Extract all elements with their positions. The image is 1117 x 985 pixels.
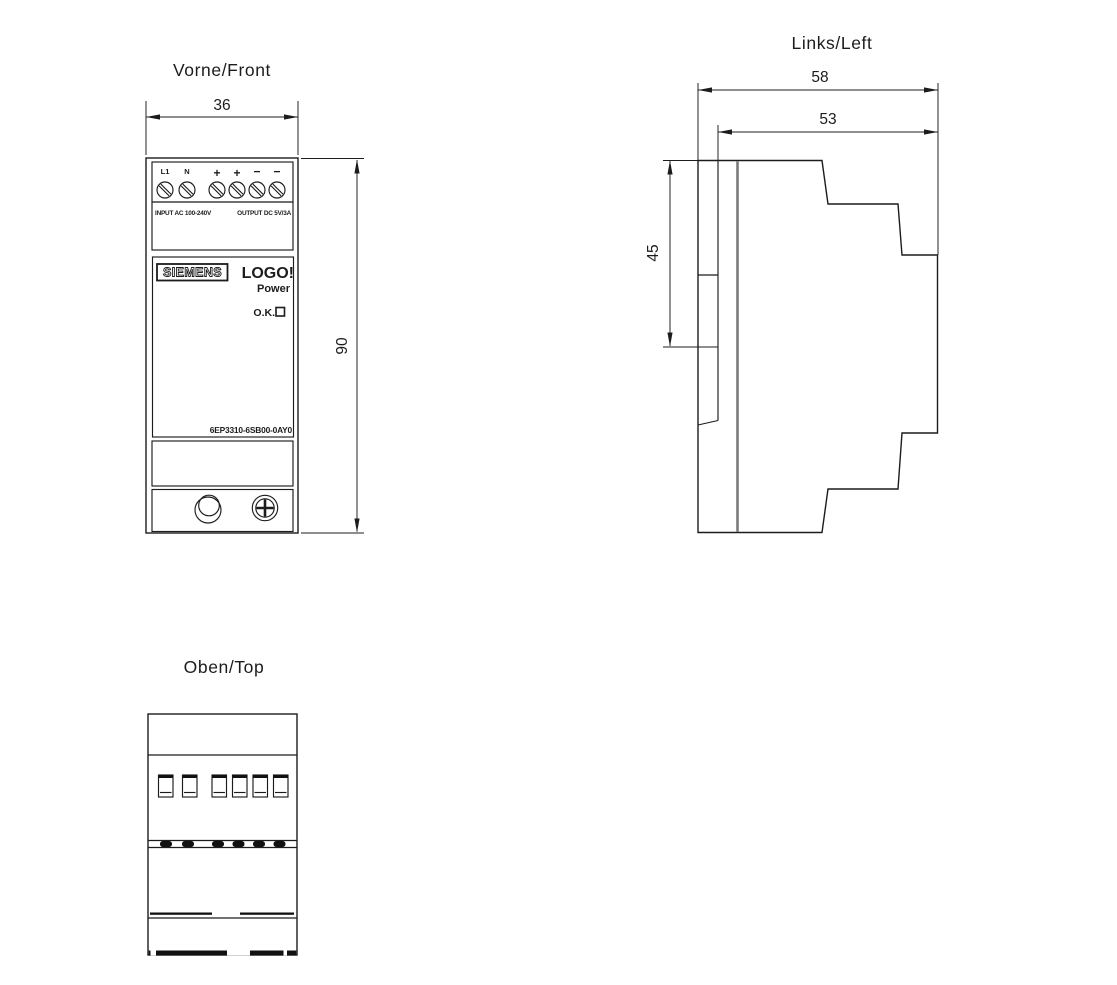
screw-terminal-icon <box>157 182 173 198</box>
siemens-logo <box>157 264 228 281</box>
front-width-value: 36 <box>213 97 231 114</box>
screw-top-icon <box>233 841 245 847</box>
left-depth-housing-dimension <box>718 111 938 160</box>
left-front-section-dimension <box>645 161 718 348</box>
left-profile-outline <box>698 161 938 533</box>
front-view <box>146 60 364 533</box>
terminal-opening-icon <box>233 775 248 797</box>
screw-top-icon <box>212 841 224 847</box>
left-depth-housing-value: 53 <box>819 111 837 128</box>
product-name: LOGO! <box>241 265 294 282</box>
top-rear-band <box>149 951 297 956</box>
arrowhead-left <box>698 87 712 92</box>
front-width-dimension <box>146 97 298 155</box>
screw-top-icon <box>253 841 265 847</box>
top-vent-slots <box>148 913 297 919</box>
left-din-clip-notch <box>698 421 718 426</box>
screw-top-icon <box>160 841 172 847</box>
output-rating-text: OUTPUT DC 5V/3A <box>237 210 291 217</box>
front-blank-section <box>152 441 293 486</box>
arrowhead-left <box>718 129 732 134</box>
terminal-label-plus2: + <box>233 166 241 180</box>
ok-label: O.K. <box>253 307 275 319</box>
front-view-title: Vorne/Front <box>172 60 272 80</box>
left-depth-total-dimension <box>698 69 938 255</box>
input-rating-text: INPUT AC 100-240V <box>155 210 212 217</box>
front-bottom-section <box>152 490 293 532</box>
screw-terminal-icon <box>229 182 245 198</box>
arrowhead-up <box>667 161 672 175</box>
siemens-logo-text: SIEMENS <box>162 265 223 280</box>
screw-terminal-icon <box>249 182 265 198</box>
screw-terminal-icon <box>209 182 225 198</box>
top-terminal-openings <box>159 775 289 797</box>
arrowhead-up <box>354 160 359 174</box>
ok-led-square-icon <box>276 308 285 317</box>
left-depth-total-value: 58 <box>811 69 829 86</box>
vent-slot <box>150 913 212 915</box>
terminal-opening-icon <box>274 775 289 797</box>
arrowhead-right <box>924 129 938 134</box>
terminal-opening-icon <box>159 775 174 797</box>
terminal-label-minus2: − <box>273 164 281 179</box>
terminal-label-l1: L1 <box>160 167 170 176</box>
screw-terminal-icon <box>269 182 285 198</box>
terminal-opening-icon <box>253 775 268 797</box>
din-release-hole-icon <box>195 495 221 523</box>
part-number: 6EP3310-6SB00-0AY0 <box>209 425 292 435</box>
arrowhead-right <box>924 87 938 92</box>
top-view <box>148 657 297 956</box>
top-housing-outline <box>148 714 297 955</box>
left-front-section-value: 45 <box>645 244 662 262</box>
terminal-label-plus1: + <box>213 166 221 180</box>
phillips-screw-icon <box>252 495 277 520</box>
screw-top-icon <box>274 841 286 847</box>
arrowhead-down <box>667 333 672 347</box>
terminal-screws <box>157 182 285 198</box>
arrowhead-left <box>146 114 160 119</box>
terminal-labels <box>161 165 281 181</box>
terminal-label-n: N <box>184 167 190 176</box>
front-height-dimension <box>301 159 364 534</box>
terminal-opening-icon <box>183 775 198 797</box>
ok-indicator <box>253 307 284 319</box>
arrowhead-right <box>284 114 298 119</box>
vent-slot <box>240 913 294 915</box>
arrowhead-down <box>354 519 359 533</box>
terminal-opening-icon <box>212 775 227 797</box>
left-view-title: Links/Left <box>791 33 873 53</box>
top-screw-band <box>148 841 297 848</box>
screw-top-icon <box>182 841 194 847</box>
screw-terminal-icon <box>179 182 195 198</box>
top-view-title: Oben/Top <box>183 657 265 677</box>
front-height-value: 90 <box>334 337 351 355</box>
left-view <box>645 33 938 533</box>
terminal-label-minus1: − <box>253 164 261 179</box>
product-subname: Power <box>256 283 290 295</box>
